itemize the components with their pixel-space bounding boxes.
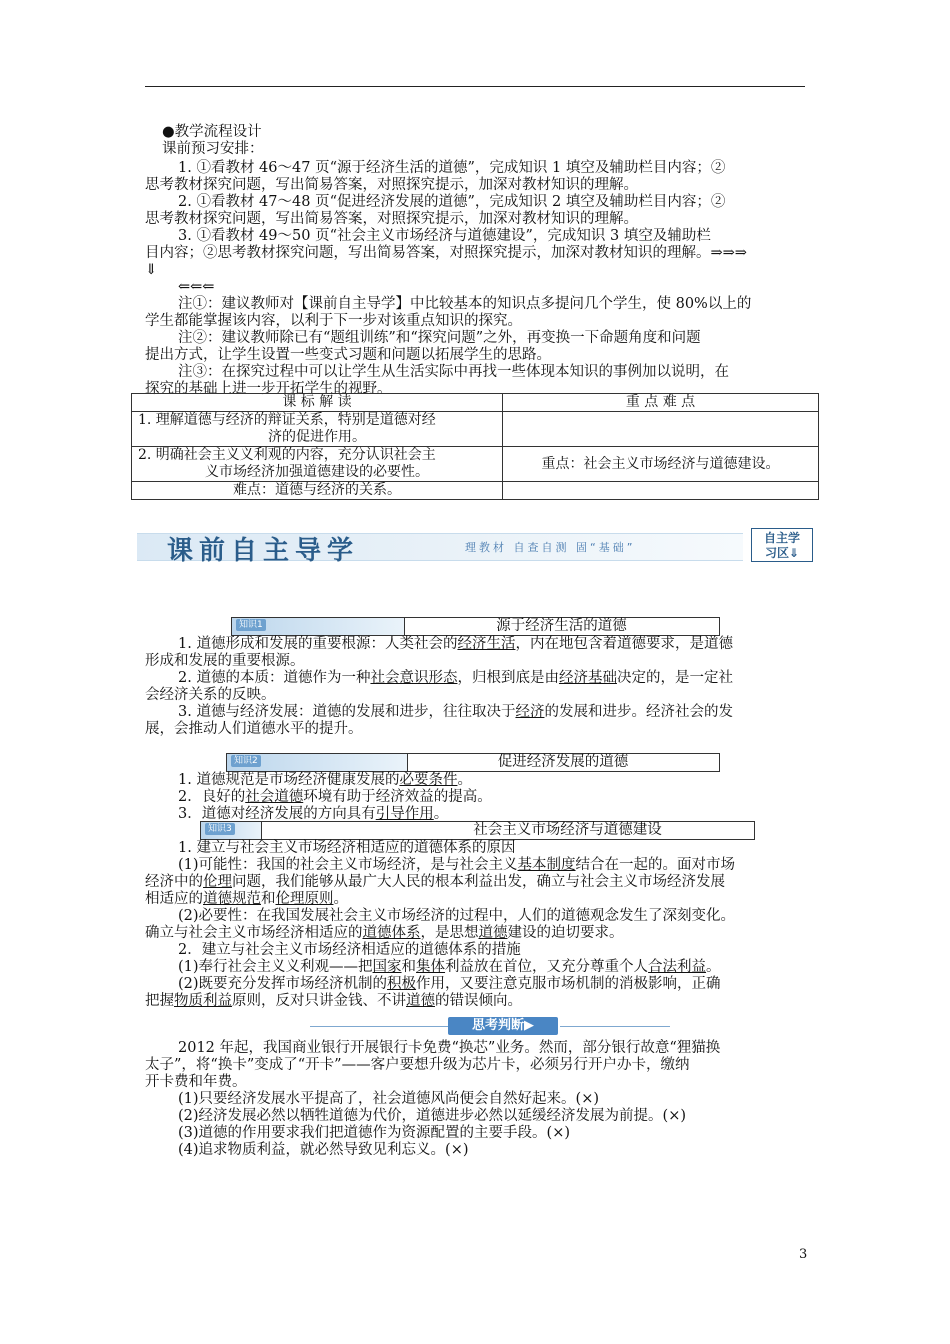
flow-line: 注②：建议教师除已有“题组训练”和“探究问题”之外，再变换一下命题角度和问题 [178,330,701,346]
knowledge-title: 社会主义市场经济与道德建设 [473,822,662,838]
think-line: 2012 年起，我国商业银行开展银行卡免费“换芯”业务。然而，部分银行故意“狸猫换 [178,1040,721,1056]
banner-title: 课前自主导学 [167,536,360,566]
flow-line: 学生都能掌握该内容，以利于下一步对该重点知识的探究。 [145,313,522,329]
k1-line: 展，会推动人们道德水平的提升。 [145,721,363,737]
knowledge-2-header [226,753,720,772]
k2-line: 3．道德对经济发展的方向具有引导作用。 [178,806,449,822]
k1-line: 会经济关系的反映。 [145,687,276,703]
table-cell: 2. 明确社会主义义利观的内容，充分认识社会主 义市场经济加强道德建设的必要性。 [132,447,503,482]
k1-line: 2. 道德的本质：道德作为一种社会意识形态，归根到底是由经济基础决定的，是一定社 [178,670,733,686]
knowledge-title: 促进经济发展的道德 [497,754,629,770]
think-line: 开卡费和年费。 [145,1074,247,1090]
knowledge-1-header [231,617,720,636]
self-study-zone-badge: 自主学 习区⇓ [751,528,813,562]
flow-line: 目内容；②思考教材探究问题，写出简易答案，对照探究提示，加深对教材知识的理解。⇒⇒⇒ [145,245,747,261]
k3-line: 1. 建立与社会主义市场经济相适应的道德体系的原因 [178,840,516,856]
think-judge-badge: 思考判断▶ [448,1017,558,1035]
knowledge-3-header [200,821,755,840]
knowledge-tag: 知识2 [227,754,408,771]
k3-line: 经济中的伦理问题，我们能够从最广大人民的根本利益出发，确立与社会主义市场经济发展 [145,874,725,890]
flow-line: 探究的基础上进一步开拓学生的视野。 [145,381,392,397]
banner-subtitle: 理教材 自查自测 固“基础” [465,541,636,554]
flow-subheading: 课前预习安排： [162,141,264,157]
header-rule [145,86,805,87]
table-cell-focus: 重点：社会主义市场经济与道德建设。 [503,447,819,482]
table-cell [503,412,819,447]
knowledge-title: 源于经济生活的道德 [496,618,627,634]
table-cell [503,482,819,500]
think-line: 太子”，将“换卡”变成了“开卡”——客户要想升级为芯片卡，必须另行开户办卡，缴纳 [145,1057,690,1073]
curriculum-table [131,393,819,500]
table-header-standards: 课 标 解 读 [132,394,503,412]
flow-line: 注①：建议教师对【课前自主导学】中比较基本的知识点多提问几个学生，使 80%以上的 [178,296,752,312]
think-question: (3)道德的作用要求我们把道德作为资源配置的主要手段。(×) [178,1125,571,1141]
flow-line: 思考教材探究问题，写出简易答案，对照探究提示，加深对教材知识的理解。 [145,177,638,193]
k2-line: 2．良好的社会道德环境有助于经济效益的提高。 [178,789,492,805]
flow-line: 1. ①看教材 46～47 页“源于经济生活的道德”，完成知识 1 填空及辅助栏目内容；② [178,160,726,176]
k2-line: 1. 道德规范是市场经济健康发展的必要条件。 [178,772,472,788]
flow-line: ⇐⇐⇐ [178,279,215,295]
divider [310,1026,450,1027]
k3-line: 把握物质利益原则，反对只讲金钱、不讲道德的错误倾向。 [145,993,522,1009]
page-number: 3 [799,1247,808,1262]
table-cell: 1. 理解道德与经济的辩证关系，特别是道德对经 济的促进作用。 [132,412,503,447]
knowledge-tag: 知识3 [201,822,262,839]
flow-line: 2. ①看教材 47～48 页“促进经济发展的道德”，完成知识 2 填空及辅助栏目内容；② [178,194,726,210]
think-judge-header [310,1017,670,1035]
k1-line: 1. 道德形成和发展的重要根源：人类社会的经济生活，内在地包含着道德要求，是道德 [178,636,733,652]
divider [560,1026,670,1027]
k3-line: 确立与社会主义市场经济相适应的道德体系，是思想道德建设的迫切要求。 [145,925,624,941]
flow-heading: ●教学流程设计 [162,124,262,140]
flow-line: ⇓ [145,262,158,278]
k3-line: (2)既要充分发挥市场经济机制的积极作用，又要注意克服市场机制的消极影响，正确 [178,976,721,992]
section-banner [137,528,819,566]
table-header-focus: 重 点 难 点 [503,394,819,412]
k3-line: (1)可能性：我国的社会主义市场经济，是与社会主义基本制度结合在一起的。面对市场 [178,857,736,873]
flow-line: 3. ①看教材 49～50 页“社会主义市场经济与道德建设”，完成知识 3 填空及辅助栏 [178,228,711,244]
k3-line: 相适应的道德规范和伦理原则。 [145,891,348,907]
flow-line: 思考教材探究问题，写出简易答案，对照探究提示，加深对教材知识的理解。 [145,211,638,227]
k3-line: 2．建立与社会主义市场经济相适应的道德体系的措施 [178,942,521,958]
k1-line: 3. 道德与经济发展：道德的发展和进步，往往取决于经济的发展和进步。经济社会的发 [178,704,733,720]
flow-line: 提出方式，让学生设置一些变式习题和问题以拓展学生的思路。 [145,347,551,363]
k1-line: 形成和发展的重要根源。 [145,653,305,669]
table-cell-difficulty: 难点：道德与经济的关系。 [132,482,503,500]
think-question: (2)经济发展必然以牺牲道德为代价，道德进步必然以延缓经济发展为前提。(×) [178,1108,686,1124]
think-question: (4)追求物质利益，就必然导致见利忘义。(×) [178,1142,469,1158]
knowledge-tag: 知识1 [232,618,405,635]
think-question: (1)只要经济发展水平提高了，社会道德风尚便会自然好起来。(×) [178,1091,600,1107]
k3-line: (2)必要性：在我国发展社会主义市场经济的过程中，人们的道德观念发生了深刻变化。 [178,908,736,924]
k3-line: (1)奉行社会主义义利观——把国家和集体利益放在首位，又充分尊重个人合法利益。 [178,959,721,975]
flow-line: 注③：在探究过程中可以让学生从生活实际中再找一些体现本知识的事例加以说明，在 [178,364,729,380]
